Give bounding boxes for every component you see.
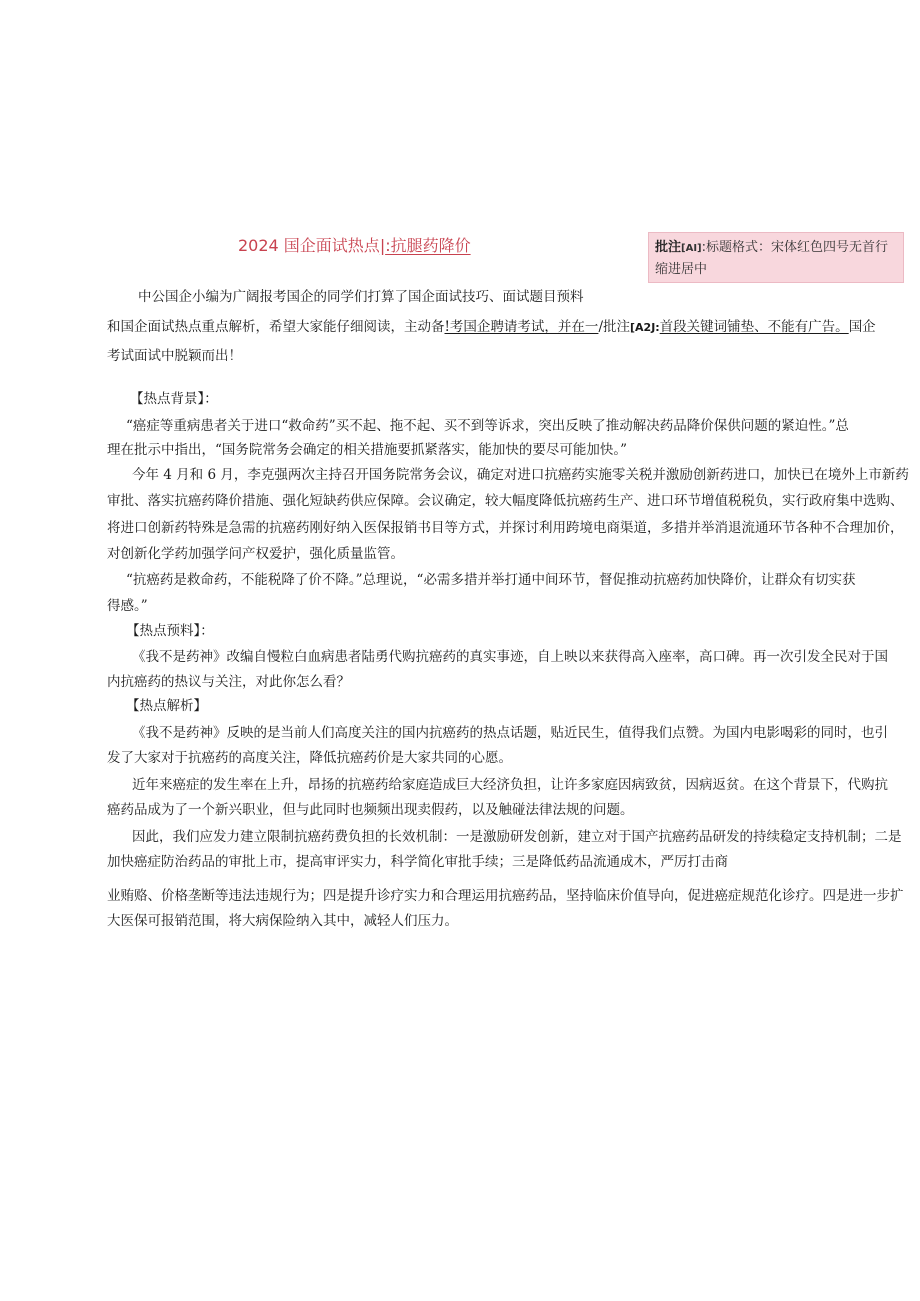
- analysis-p1-line-1: 《我不是药神》反映的是当前人们高度关注的国内抗癌药的热点话题，贴近民生，值得我们点赞。为国内电影喝彩的同时，也引: [132, 725, 888, 741]
- intro-line-2-b: !考国企聘请考试，并在一: [444, 319, 599, 335]
- background-heading: 【热点背景】：: [130, 391, 218, 407]
- forecast-line-2: 内抗癌药的热议与关注，对此你怎么看？: [107, 674, 350, 690]
- background-p2-line-1: 今年 4 月和 6 月，李克强两次主持召开国务院常务会议，确定对进口抗癌药实施零关税并激励创新药进口，加快已在境外上市新药: [132, 467, 909, 483]
- page-title: [238, 233, 471, 256]
- review-comment[interactable]: [648, 232, 904, 283]
- background-p2-line-2: 审批、落实抗癌药降价措施、强化短缺药供应保障。会议确定，较大幅度降低抗癌药生产、进口环节增值税税负，实行政府集中选购、: [107, 493, 904, 509]
- analysis-p2-line-2: 癌药品成为了一个新兴职业，但与此同时也频频出现卖假药，以及触碰法律法规的问题。: [107, 802, 634, 818]
- comment-text: :标题格式：宋体红色四号无首行缩进居中: [655, 240, 889, 277]
- analysis-p3-line-3: 业贿赂、价格垄断等违法违规行为；四是提升诊疗实力和合理运用抗癌药品，坚持临床价值导向，促进癌症规范化诊疗。四是进一步扩: [107, 888, 904, 904]
- background-p1-line-2: 理在批示中指出，“国务院常务会确定的相关措施要抓紧落实，能加快的要尽可能加快。”: [107, 442, 628, 458]
- analysis-heading: 【热点解析】: [126, 698, 207, 714]
- title-separator: |: [379, 236, 386, 255]
- intro-line-2: [107, 317, 876, 338]
- background-p2-line-3: 将进口创新药特殊是急需的抗癌药刚好纳入医保报销书目等方式，并探讨利用跨境电商渠道，多措并举消退流通环节各种不合理加价，: [107, 520, 904, 536]
- background-p3-line-1: “抗癌药是救命药，不能税降了价不降。”总理说，“必需多措并举打通中间环节，督促推动抗癌药加快降价，让群众有切实获: [126, 572, 856, 588]
- intro-line-1: 中公国企小编为广阔报考国企的同学们打算了国企面试技巧、面试题目预料: [138, 289, 584, 305]
- intro-line-2-a: 和国企面试热点重点解析，希望大家能仔细阅读，主动备: [107, 319, 445, 335]
- analysis-p3-line-4: 大医保可报销范围，将大病保险纳入其中，减轻人们压力。: [107, 913, 458, 929]
- inline-comment-text: 首段关键词铺垫、不能有广告。: [659, 319, 849, 335]
- background-p2-line-4: 对创新化学药加强学问产权爱护，强化质量监管。: [107, 546, 404, 562]
- analysis-p3-line-1: 因此，我们应发力建立限制抗癌药费负担的长效机制：一是激励研发创新，建立对于国产抗癌药品研发的持续稳定支持机制；二是: [132, 829, 902, 845]
- comment-ref: [AI]: [681, 243, 702, 254]
- analysis-p1-line-2: 发了大家对于抗癌药的高度关注，降低抗癌药价是大家共同的心愿。: [107, 750, 512, 766]
- analysis-p3-line-2: 加快癌症防治药品的审批上市，提高审评实力，科学简化审批手续；三是降低药品流通成木，严厉打击商: [107, 854, 728, 870]
- background-p1-line-1: “癌症等重病患者关于进口“救命药”买不起、拖不起、买不到等诉求，突出反映了推动解决药品降价保供问题的紧迫性。”总: [126, 418, 849, 434]
- title-prefix: 2024 国企面试热点: [238, 236, 380, 255]
- forecast-heading: 【热点预料】：: [126, 623, 214, 639]
- intro-line-3: 考试面试中脱颖而出！: [107, 348, 242, 364]
- title-suffix: :抗腿药降价: [385, 236, 471, 255]
- forecast-line-1: 《我不是药神》改编自慢粒白血病患者陆勇代购抗癌药的真实事迹，自上映以来获得高入座率，高口碑。再一次引发全民对于国: [132, 649, 888, 665]
- comment-tag: 批注: [655, 240, 682, 255]
- inline-comment-ref: [A2J:: [630, 321, 660, 334]
- analysis-p2-line-1: 近年来癌症的发生率在上升，昂扬的抗癌药给家庭造成巨大经济负担，让许多家庭因病致贫，因病返贫。在这个背景下，代购抗: [132, 777, 888, 793]
- intro-line-2-c: /批注: [598, 319, 630, 335]
- intro-line-2-e: 国企: [848, 319, 876, 335]
- background-p3-line-2: 得感。”: [107, 598, 148, 614]
